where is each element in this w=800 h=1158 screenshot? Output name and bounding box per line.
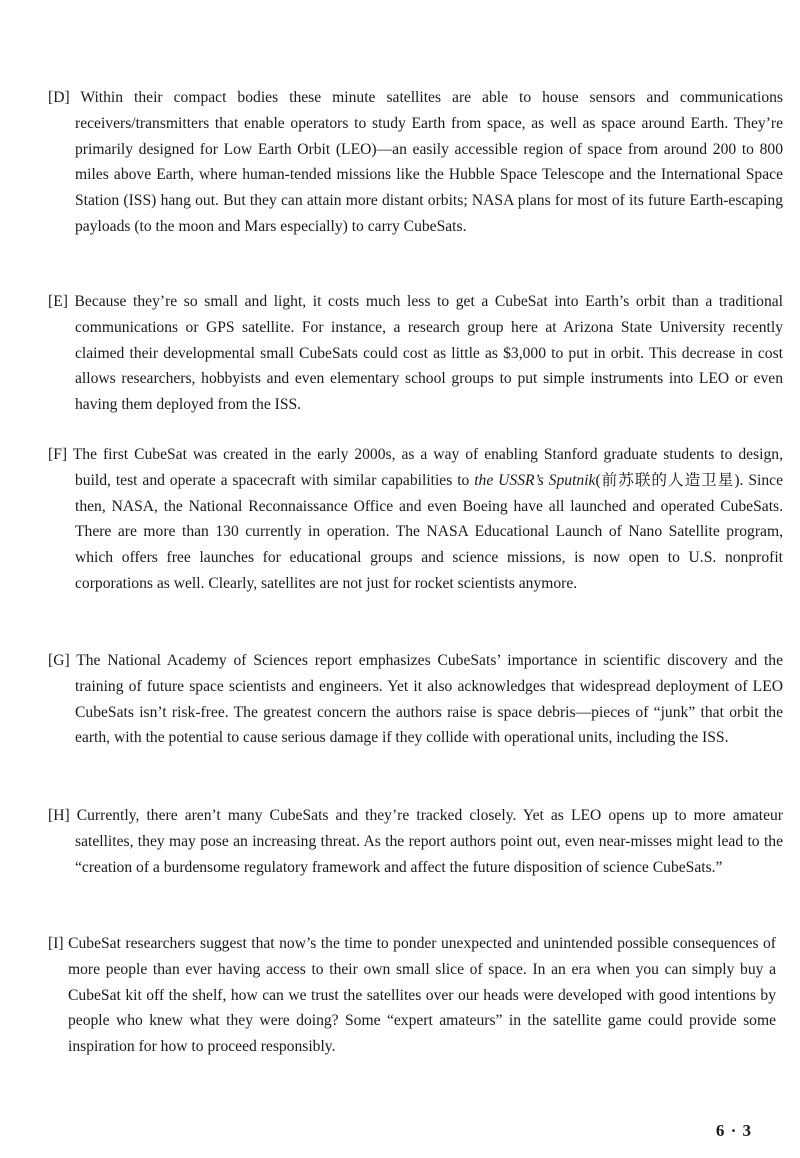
paragraph-text: Because they’re so small and light, it costs much less to get a CubeSat into Earth’s orbit than a traditional communications or GPS satellite. For instance, a research group here at Arizona State University recently claimed their developmental small CubeSats could cost as little as $3,000 to put in orbit. This decrease in cost allows researchers, hobbyists and even elementary school groups to put simple instruments into LEO or even having them deployed from the ISS. [74,293,783,414]
paragraph-text: Within their compact bodies these minute satellites are able to house sensors and communications receivers/transmitters that enable operators to study Earth from space, as well as space around Earth. They’re primarily designed for Low Earth Orbit (LEO)—an easily accessible region of space from around 200 to 800 miles above Earth, where human-tended missions like the Hubble Space Telescope and the International Space Station (ISS) hang out. But they can attain more distant orbits; NASA plans for most of its future Earth-escaping payloads (to the moon and Mars especially) to carry CubeSats. [75,89,783,235]
paragraph-label: [I] [48,935,64,952]
paragraph-label: [H] [48,807,70,824]
paragraph-text: Currently, there aren’t many CubeSats and they’re tracked closely. Yet as LEO opens up to more amateur satellites, they may pose an increasing threat. As the report authors point out, even near-misses might lead to the “creation of a burdensome regulatory framework and affect the future disposition of science CubeSats.” [75,807,783,876]
paragraph-text: The first CubeSat was created in the early 2000s, as a way of enabling Stanford graduate students to design, build, test and operate a spacecraft with similar capabilities to [72,446,783,489]
paragraph-f [48,442,783,597]
paragraph-label: [G] [48,652,70,669]
paragraph-h [48,803,783,880]
paragraph-e [48,289,783,418]
paragraph-text: CubeSat researchers suggest that now’s the time to ponder unexpected and unintended possible consequences of more people than ever having access to their own small slice of space. In an era when you can simply buy a CubeSat kit off the shelf, how can we trust the satellites over our heads were developed with good intentions by people who knew what they were doing? Some “expert amateurs” in the satellite game could provide some inspiration for how to proceed responsibly. [68,935,776,1056]
paragraph-label: [D] [48,89,70,106]
paragraph-label: [E] [48,293,68,310]
page-number: 6 · 3 [715,1121,752,1140]
paragraph-text-continued: (前苏联的人造卫星). Since then, NASA, the National Reconnaissance Office and even Boeing have all launched and operated CubeSats. There are more than 130 currently in operation. The NASA Educational Launch of Nano Satellite program, which offers free launches for educational groups and science missions, is now open to U.S. nonprofit corporations as well. Clearly, satellites are not just for rocket scientists anymore. [75,471,783,592]
paragraph-d [48,85,783,240]
paragraph-text: The National Academy of Sciences report emphasizes CubeSats’ importance in scientific discovery and the training of future space scientists and engineers. Yet it also acknowledges that widespread deployment of LEO CubeSats isn’t risk-free. The greatest concern the authors raise is space debris—pieces of “junk” that orbit the earth, with the potential to cause serious damage if they collide with operational units, including the ISS. [75,652,783,747]
paragraph-label: [F] [48,446,68,463]
sputnik-term: the USSR’s Sputnik [474,471,596,489]
paragraph-i [48,931,776,1060]
paragraph-g [48,648,783,751]
